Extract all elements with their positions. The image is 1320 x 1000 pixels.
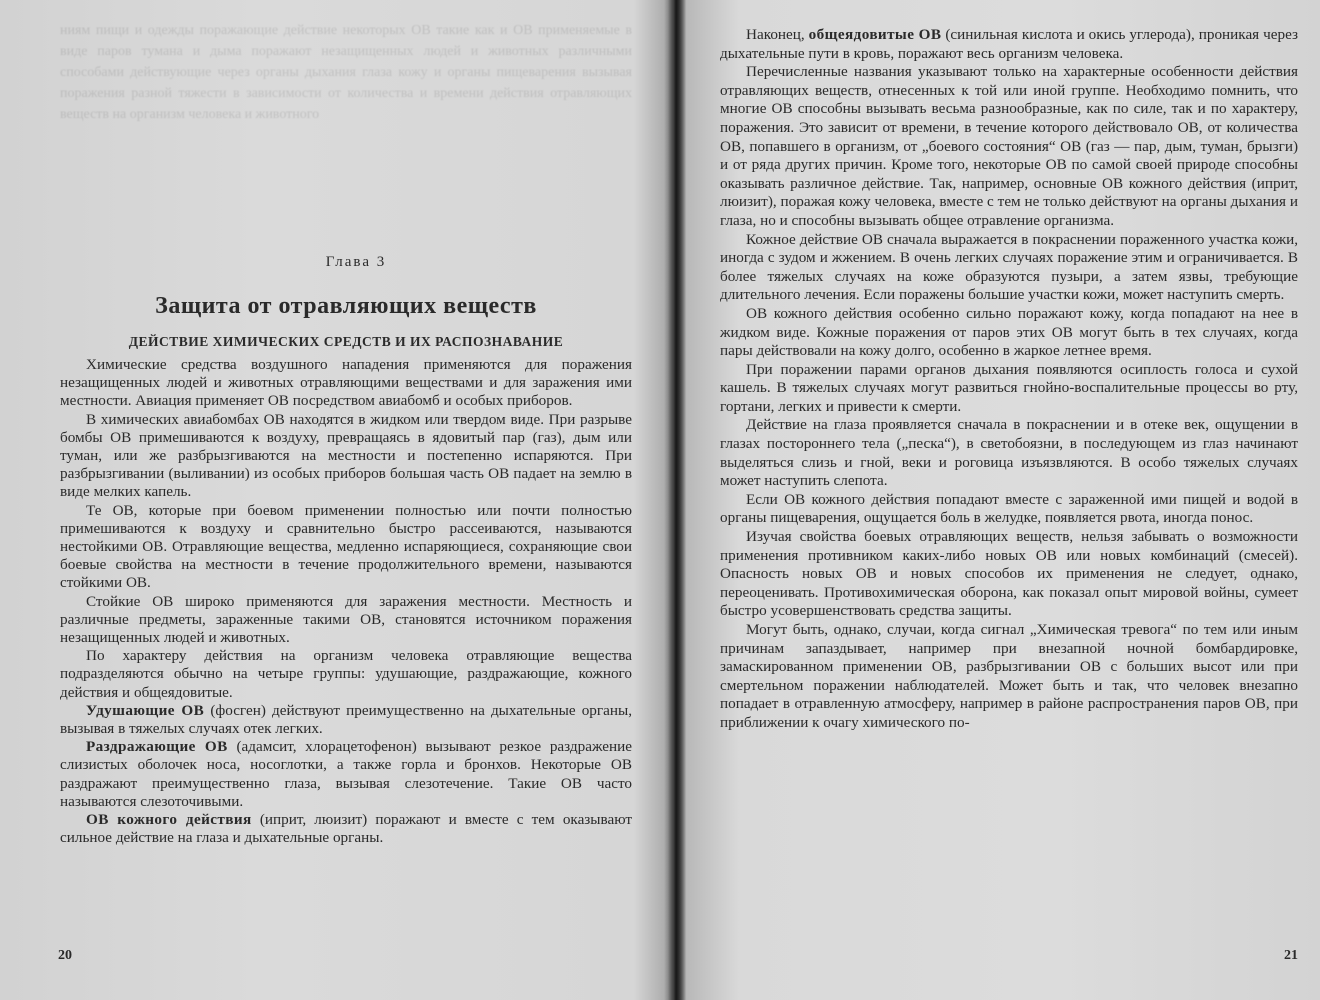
book-gutter: [664, 0, 686, 1000]
paragraph: [60, 738, 632, 811]
right-page: [690, 0, 1320, 1000]
paragraph: По характеру действия на организм человека отравляющие вещества подразделяются обычно на четыре группы: удушающие, раздражающие, кожного действия и общеядовитые.: [60, 647, 632, 701]
term-irritant: Раздражающие ОВ: [86, 738, 228, 756]
term-choking: Удушающие ОВ: [86, 701, 205, 719]
paragraph-body: Наконец,: [746, 26, 809, 43]
paragraph: Если ОВ кожного действия попадают вместе с зараженной ими пищей и водой в органы пищеварения, ощущается боль в желудке, появляется рвота, иногда понос.: [720, 490, 1298, 527]
page-number: 21: [1284, 948, 1298, 963]
paragraph: [720, 26, 1298, 63]
term-blister: ОВ кожного действия: [86, 811, 252, 829]
paragraph: Стойкие ОВ широко применяются для заражения местности. Местность и различные предметы, зараженные такими ОВ, становятся источником поражения незащищенных людей и животных.: [60, 592, 632, 647]
paragraph: Могут быть, однако, случаи, когда сигнал „Химическая тревога“ по тем или иным причинам запаздывает, например при внезапной ночной бомбардировке, замаскированном применении ОВ, разбрызгивании ОВ с больших высот или при смертельном поражении наблюдателей. Может быть и так, что человек внезапно попадает в отравленную атмосферу, например в районе распространения паров ОВ, при приближении к очагу химического по-: [720, 621, 1298, 731]
page-number: 20: [58, 948, 72, 963]
paragraph: Перечисленные названия указывают только на характерные особенности действия отравляющих веществ, отнесенных к той или иной группе. Необходимо помнить, что многие ОВ способны вызывать весьма разнообразные, как по силе, так и по характеру, поражения. Это зависит от времени, в течение которого действовало ОВ, от количества ОВ, попавшего в организм, от „боевого состояния“ ОВ (газ — пар, дым, туман, брызги) и от ряда других причин. Кроме того, некоторые ОВ по самой своей природе способны оказывать различное действие. Так, например, основные ОВ кожного действия (иприт, люизит), поражая кожу человека, вместе с тем не только действуют на органы дыхания и глаза, но и способны вызывать общее отравление организма.: [720, 63, 1298, 229]
paragraph: Те ОВ, которые при боевом применении полностью или почти полностью примешиваются к воздуху и сравнительно быстро рассеиваются, называются нестойкими ОВ. Отравляющие вещества, медленно испаряющиеся, сохраняющие свои боевые свойства на местности в течение продолжительного времени, называются стойкими ОВ.: [60, 501, 632, 592]
chapter-title: Защита от отравляющих веществ: [155, 293, 537, 319]
bleed-through-text: ниям пищи и одежды поражающие действие некоторых ОВ такие как и ОВ применяемые в виде паров тумана и дыма поражают незащищенных людей и животных различными способами действующие через органы дыхания глаза кожу и органы пищеварения вызывая поражения разной тяжести в зависимости от количества и времени действия отравляющих веществ на организм человека и животного: [60, 23, 632, 122]
paragraph: [60, 811, 632, 847]
paragraph: ОВ кожного действия особенно сильно поражают кожу, когда попадают на нее в жидком виде. Кожные поражения от паров этих ОВ могут быть в тех случаях, когда пары действовали на кожу долго, особенно в жаркое летнее время.: [720, 304, 1298, 360]
term-blood-agent: общеядовитые ОВ: [808, 26, 942, 43]
section-heading: ДЕЙСТВИЕ ХИМИЧЕСКИХ СРЕДСТВ И ИХ РАСПОЗНАВАНИЕ: [128, 334, 564, 349]
paragraph: [60, 702, 632, 738]
paragraph-body: (иприт, люизит) поражают и вместе с тем оказывают сильное действие на глаза и дыхательные органы.: [60, 811, 633, 847]
paragraph: Действие на глаза проявляется сначала в покраснении и в отеке век, ощущении в глазах постороннего тела („песка“), в светобоязни, в последующем из глаз начинают выделяться слизь и гной, веки и роговица изъязвляются. В особо тяжелых случаях может наступить слепота.: [720, 416, 1298, 490]
paragraph-body: (синильная кислота и окись углерода), проникая через дыхательные пути в кровь, поражают весь организм человека.: [720, 26, 1299, 62]
paragraph: Кожное действие ОВ сначала выражается в покраснении пораженного участка кожи, иногда с зудом и жжением. В очень легких случаях поражение этим и ограничивается. В более тяжелых случаях на коже образуются пузыри, а затем язвы, требующие длительного лечения. Если поражены большие участки кожи, может наступить смерть.: [720, 230, 1298, 304]
paragraph-body: (адамсит, хлорацетофенон) вызывают резкое раздражение слизистых оболочек носа, носоглотки, а также горла и бронхов. Некоторые ОВ раздражают преимущественно глаза, вызывая слезотечение. Такие ОВ часто называются слезоточивыми.: [60, 738, 632, 810]
paragraph: Изучая свойства боевых отравляющих веществ, нельзя забывать о возможности применения противником каких-либо новых ОВ или новых комбинаций (смесей). Опасность новых ОВ и новых способов их применения не следует, однако, переоценивать. Противохимическая оборона, как показал опыт мировой войны, сумеет быстро усовершенствовать средства защиты.: [720, 528, 1298, 620]
paragraph-body: (фосген) действуют преимущественно на дыхательные органы, вызывая в тяжелых случаях отек легких.: [60, 701, 633, 738]
paragraph: При поражении парами органов дыхания появляются осиплость голоса и сухой кашель. В тяжелых случаях могут развиться гнойно-воспалительные процессы во рту, гортани, легких и привести к смерти.: [720, 360, 1298, 415]
paragraph: В химических авиабомбах ОВ находятся в жидком или твердом виде. При разрыве бомбы ОВ примешиваются к воздуху, превращаясь в ядовитый пар (газ), дым или туман, или же разбрызгиваются на местности и постепенно испаряются. При разбрызгивании (выливании) из особых приборов большая часть ОВ падает на землю в виде мелких капель.: [60, 410, 632, 501]
paragraph: Химические средства воздушного нападения применяются для поражения незащищенных людей и животных отравляющими веществами и для заражения ими местности. Авиация применяет ОВ посредством авиабомб и особых приборов.: [60, 356, 632, 410]
chapter-label: Глава 3: [325, 254, 387, 270]
